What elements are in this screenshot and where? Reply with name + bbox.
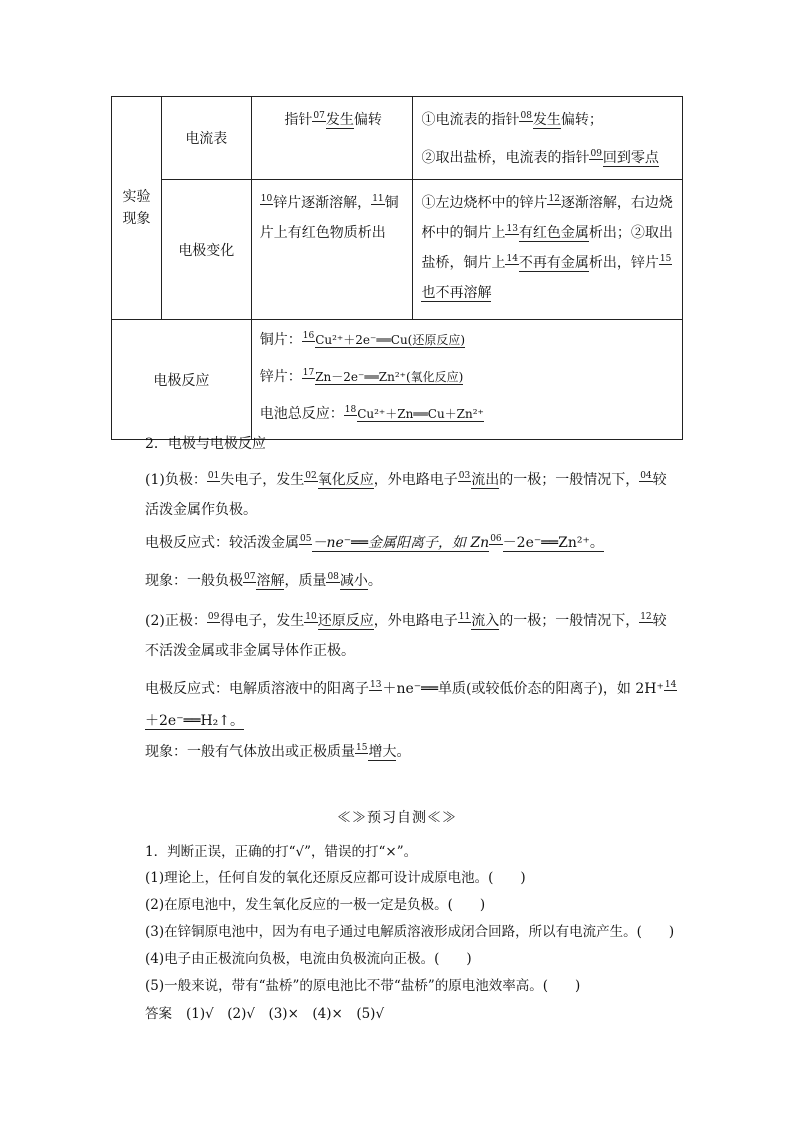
blank-number: 04 bbox=[640, 471, 652, 481]
blank-number: 11 bbox=[372, 194, 384, 204]
text: 铜片： bbox=[259, 332, 302, 348]
blank-number: 13 bbox=[506, 224, 518, 234]
text: 的一极；一般情况下， bbox=[499, 613, 640, 629]
blank-number: 08 bbox=[327, 572, 339, 582]
answer-text: 也不再溶解 bbox=[421, 285, 492, 301]
answer-text: ＋2e⁻══H₂↑。 bbox=[145, 713, 244, 729]
electrode-change-bridge-cell bbox=[413, 180, 683, 320]
text: (2)在原电池中，发生氧化反应的一极一定是负极。( ) bbox=[145, 897, 486, 913]
text: 锌片逐渐溶解， bbox=[273, 195, 372, 211]
text: 。 bbox=[367, 573, 382, 589]
text: (1)负极： bbox=[145, 472, 207, 488]
text: 析出；②取出 bbox=[588, 225, 673, 241]
blank-number: 12 bbox=[548, 194, 560, 204]
group-label-cell bbox=[112, 97, 162, 320]
title-text: ≪≫预习自测≪≫ bbox=[337, 810, 457, 826]
text: 得电子，发生 bbox=[220, 613, 305, 629]
text: 1．判断正误，正确的打“√”，错误的打“×”。 bbox=[145, 844, 418, 860]
blank-number: 08 bbox=[520, 111, 532, 121]
electrode-reaction-cell bbox=[251, 320, 682, 440]
answer-text: －ne⁻══金属阳离子，如 Zn bbox=[312, 535, 490, 551]
text: 偏转； bbox=[560, 112, 603, 128]
answer-label: 答案 bbox=[145, 1006, 172, 1022]
text: 析出，锌片 bbox=[588, 255, 659, 271]
text: (4)电子由正极流向负极，电流由负极流向正极。( ) bbox=[145, 951, 472, 967]
text: 现象：一般负极 bbox=[145, 573, 243, 589]
answer-equation: Zn－2e⁻══Zn²⁺(氧化反应) bbox=[315, 370, 464, 384]
blank-number: 05 bbox=[300, 534, 312, 544]
text: ＋ne⁻══单质(或较低价态的阳离子)，如 2H⁺ bbox=[382, 681, 664, 697]
text: (3)在锌铜原电池中，因为有电子通过电解质溶液形成闭合回路，所以有电流产生。( ) bbox=[145, 924, 675, 940]
answer-text: 流出 bbox=[471, 472, 500, 488]
question-item bbox=[145, 893, 485, 913]
answer-text: 增大 bbox=[368, 744, 397, 760]
text: 偏转 bbox=[353, 112, 382, 128]
group-label: 实验 现象 bbox=[122, 189, 151, 227]
electrode-change-label: 电极变化 bbox=[178, 242, 235, 259]
text: ①左边烧杯中的锌片 bbox=[421, 195, 548, 211]
answer-text: 减小 bbox=[339, 573, 368, 589]
text: (2)正极： bbox=[145, 613, 207, 629]
preview-title bbox=[0, 807, 794, 827]
blank-number: 15 bbox=[659, 254, 672, 264]
ammeter-label: 电流表 bbox=[185, 131, 228, 147]
question-item bbox=[145, 920, 674, 940]
text: 指针 bbox=[284, 112, 313, 128]
blank-number: 09 bbox=[207, 612, 220, 622]
answer-text: 流入 bbox=[471, 613, 500, 629]
electrode-reaction-label: 电极反应 bbox=[153, 372, 210, 389]
text: 铜 bbox=[384, 195, 399, 211]
text: 盐桥，铜片上 bbox=[421, 255, 506, 271]
blank-number: 17 bbox=[302, 368, 315, 378]
blank-number: 18 bbox=[344, 405, 357, 415]
blank-number: 13 bbox=[370, 680, 382, 690]
heading-text: 2．电极与电极反应 bbox=[145, 436, 266, 452]
blank-number: 10 bbox=[305, 612, 317, 622]
text: ，质量 bbox=[284, 573, 327, 589]
electrode-change-label-cell bbox=[161, 180, 251, 320]
electrode-change-single-cell bbox=[251, 180, 413, 320]
blank-number: 15 bbox=[356, 743, 368, 753]
text: 较 bbox=[652, 613, 667, 629]
text: 的一极；一般情况下， bbox=[499, 472, 640, 488]
negative-electrode-equation bbox=[145, 532, 685, 552]
blank-number: 16 bbox=[302, 331, 315, 341]
blank-number: 14 bbox=[506, 254, 518, 264]
answer-text: 还原反应 bbox=[317, 613, 374, 629]
experiment-table bbox=[111, 96, 683, 440]
blank-number: 07 bbox=[244, 572, 256, 582]
negative-electrode-para bbox=[145, 465, 685, 525]
section2-heading bbox=[145, 433, 685, 453]
blank-number: 14 bbox=[664, 680, 677, 690]
answer-text: 有红色金属 bbox=[518, 225, 589, 241]
answer-text: 不再有金属 bbox=[518, 255, 589, 271]
ammeter-label-cell bbox=[161, 97, 251, 180]
text: 锌片： bbox=[259, 369, 302, 385]
blank-number: 12 bbox=[640, 612, 652, 622]
electrode-reaction-label-cell bbox=[112, 320, 252, 440]
blank-number: 10 bbox=[260, 194, 273, 204]
blank-number: 01 bbox=[207, 471, 220, 481]
answer-text: －2e⁻══Zn²⁺。 bbox=[502, 535, 604, 551]
text: (1)理论上，任何自发的氧化还原反应都可设计成原电池。( ) bbox=[145, 870, 526, 886]
text: ，外电路电子 bbox=[373, 472, 458, 488]
text: (5)一般来说，带有“盐桥”的原电池比不带“盐桥”的原电池效率高。( ) bbox=[145, 978, 581, 994]
answer-text: 氧化反应 bbox=[317, 472, 374, 488]
text: ①电流表的指针 bbox=[421, 112, 520, 128]
positive-electrode-para bbox=[145, 606, 685, 666]
ammeter-single-cell bbox=[251, 97, 413, 180]
answer-text: 发生 bbox=[325, 112, 354, 128]
answer-text: 溶解 bbox=[256, 573, 285, 589]
text: 电池总反应： bbox=[259, 406, 344, 422]
text: 。 bbox=[396, 744, 411, 760]
blank-number: 06 bbox=[490, 534, 502, 544]
blank-number: 07 bbox=[313, 111, 325, 121]
blank-number: 02 bbox=[305, 471, 317, 481]
text: 现象：一般有气体放出或正极质量 bbox=[145, 744, 355, 760]
answer-equation: Cu²⁺＋Zn══Cu＋Zn²⁺ bbox=[357, 407, 484, 421]
negative-electrode-phenomenon bbox=[145, 570, 685, 590]
text: 片上有红色物质析出 bbox=[259, 225, 386, 241]
text: 杯中的铜片上 bbox=[421, 225, 506, 241]
text: 电极反应式：电解质溶液中的阳离子 bbox=[145, 681, 369, 697]
answer-text: 回到零点 bbox=[602, 150, 659, 166]
text: 失电子，发生 bbox=[220, 472, 305, 488]
text: 不活泼金属或非金属导体作正极。 bbox=[145, 643, 355, 659]
text: 逐渐溶解，右边烧 bbox=[560, 195, 673, 211]
answer-text: (1)√ (2)√ (3)× (4)× (5)√ bbox=[186, 1006, 385, 1022]
positive-electrode-phenomenon bbox=[145, 741, 685, 761]
positive-electrode-equation bbox=[145, 673, 685, 737]
text: 较 bbox=[652, 472, 667, 488]
text: 活泼金属作负极。 bbox=[145, 502, 257, 518]
text: 电极反应式：较活泼金属 bbox=[145, 535, 299, 551]
question-item bbox=[145, 866, 526, 886]
ammeter-bridge-cell bbox=[413, 97, 683, 180]
question-item bbox=[145, 974, 580, 994]
answer-equation: Cu²⁺＋2e⁻══Cu(还原反应) bbox=[315, 333, 466, 347]
text: ，外电路电子 bbox=[373, 613, 458, 629]
blank-number: 11 bbox=[458, 612, 471, 622]
blank-number: 03 bbox=[458, 471, 471, 481]
question-item bbox=[145, 947, 472, 967]
text: ②取出盐桥，电流表的指针 bbox=[421, 150, 590, 166]
question-intro bbox=[145, 840, 417, 860]
answer-line bbox=[145, 1002, 384, 1022]
answer-text: 发生 bbox=[532, 112, 561, 128]
blank-number: 09 bbox=[590, 149, 602, 159]
